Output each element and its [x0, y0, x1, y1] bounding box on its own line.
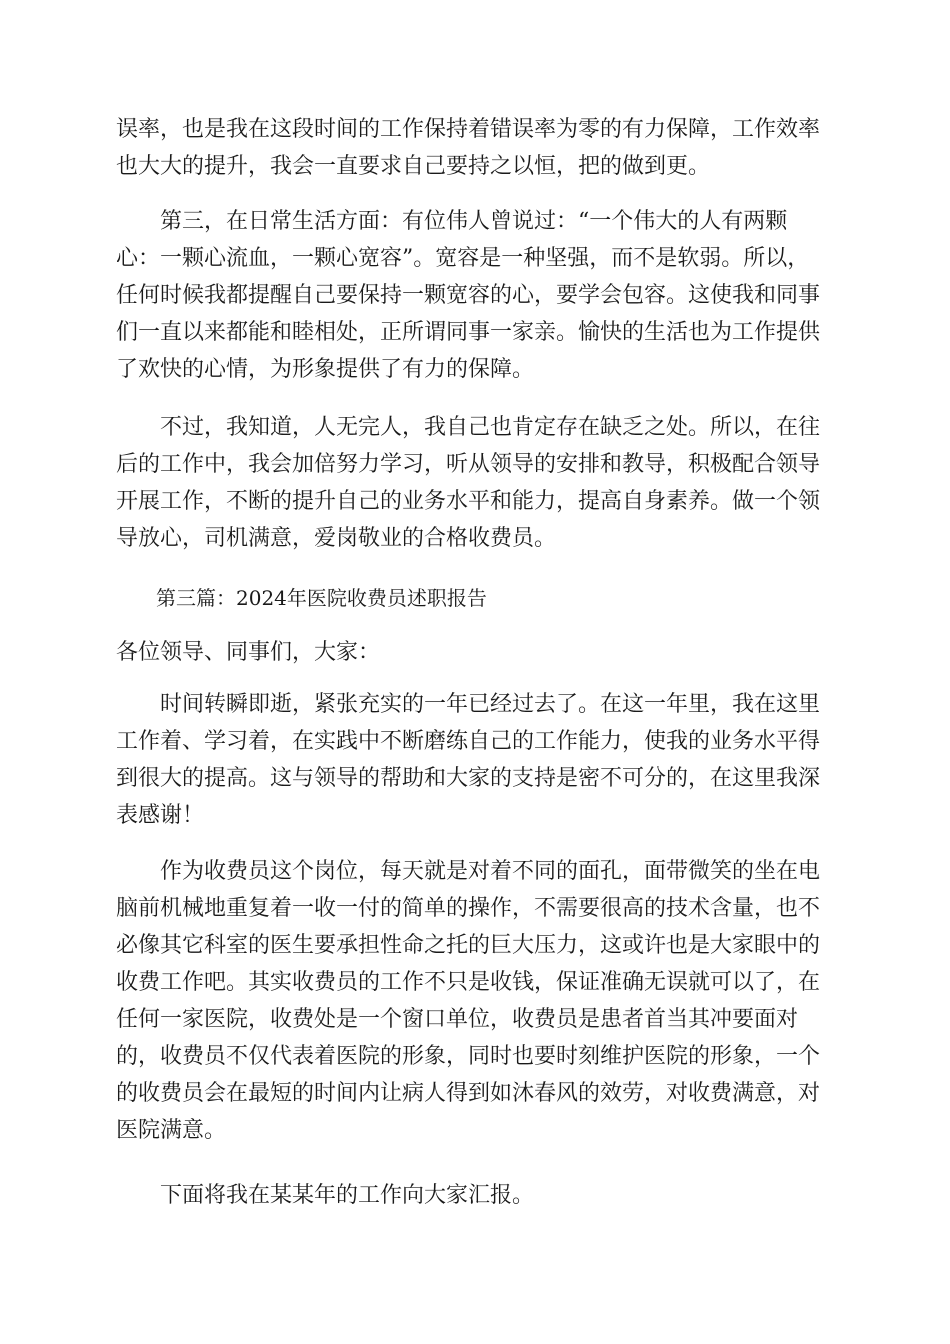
text-line: 后的工作中，我会加倍努力学习，听从领导的安排和教导，积极配合领导 [116, 452, 821, 477]
text-line: 到很大的提高。这与领导的帮助和大家的支持是密不可分的，在这里我深 [116, 766, 821, 791]
text-line: 也大大的提升，我会一直要求自己要持之以恒，把的做到更。 [116, 154, 711, 179]
text-line: 医院满意。 [116, 1118, 227, 1143]
paragraph-cashier-role [116, 853, 836, 1149]
paragraph-report-intro [116, 1177, 836, 1214]
text-line: 任何时候我都提醒自己要保持一颗宽容的心，要学会包容。这使我和同事 [116, 283, 821, 308]
text-line: 下面将我在某某年的工作向大家汇报。 [116, 1183, 535, 1208]
text-line: 们一直以来都能和睦相处，正所谓同事一家亲。愉快的生活也为工作提供 [116, 320, 821, 345]
text-line: 的，收费员不仅代表着医院的形象，同时也要时刻维护医院的形象，一个 [116, 1044, 821, 1069]
text-line: 误率，也是我在这段时间的工作保持着错误率为零的有力保障，工作效率 [116, 117, 821, 142]
text-line: 脑前机械地重复着一收一付的简单的操作，不需要很高的技术含量，也不 [116, 896, 821, 921]
text-line: 开展工作，不断的提升自己的业务水平和能力，提高自身素养。做一个领 [116, 489, 821, 514]
text-line: 心：一颗心流血，一颗心宽容”。宽容是一种坚强，而不是软弱。所以， [116, 246, 810, 271]
text-line: 必像其它科室的医生要承担性命之托的巨大压力，这或许也是大家眼中的 [116, 933, 821, 958]
text-line: 表感谢！ [116, 803, 205, 828]
paragraph-year-review [116, 686, 836, 834]
text-line: 时间转瞬即逝，紧张充实的一年已经过去了。在这一年里，我在这里 [116, 692, 821, 717]
paragraph-daily-life [116, 203, 836, 388]
section-heading [116, 580, 836, 617]
text-line: 第三，在日常生活方面：有位伟人曾说过：“一个伟大的人有两颗 [116, 209, 788, 234]
text-line: 各位领导、同事们，大家： [116, 640, 381, 665]
paragraph-shortcomings [116, 409, 836, 557]
paragraph-error-rate [116, 111, 836, 185]
text-line: 不过，我知道，人无完人，我自己也肯定存在缺乏之处。所以，在往 [116, 415, 821, 440]
text-line: 导放心，司机满意，爱岗敬业的合格收费员。 [116, 526, 557, 551]
text-line: 作为收费员这个岗位，每天就是对着不同的面孔，面带微笑的坐在电 [116, 859, 821, 884]
text-line: 了欢快的心情，为形象提供了有力的保障。 [116, 357, 535, 382]
text-line: 任何一家医院，收费处是一个窗口单位，收费员是患者首当其冲要面对 [116, 1007, 799, 1032]
salutation [116, 634, 836, 671]
heading-line: 第三篇：2024年医院收费员述职报告 [116, 586, 487, 610]
text-line: 的收费员会在最短的时间内让病人得到如沐春风的效劳，对收费满意，对 [116, 1081, 821, 1106]
text-line: 工作着、学习着，在实践中不断磨练自己的工作能力，使我的业务水平得 [116, 729, 821, 754]
text-line: 收费工作吧。其实收费员的工作不只是收钱，保证准确无误就可以了，在 [116, 970, 821, 995]
